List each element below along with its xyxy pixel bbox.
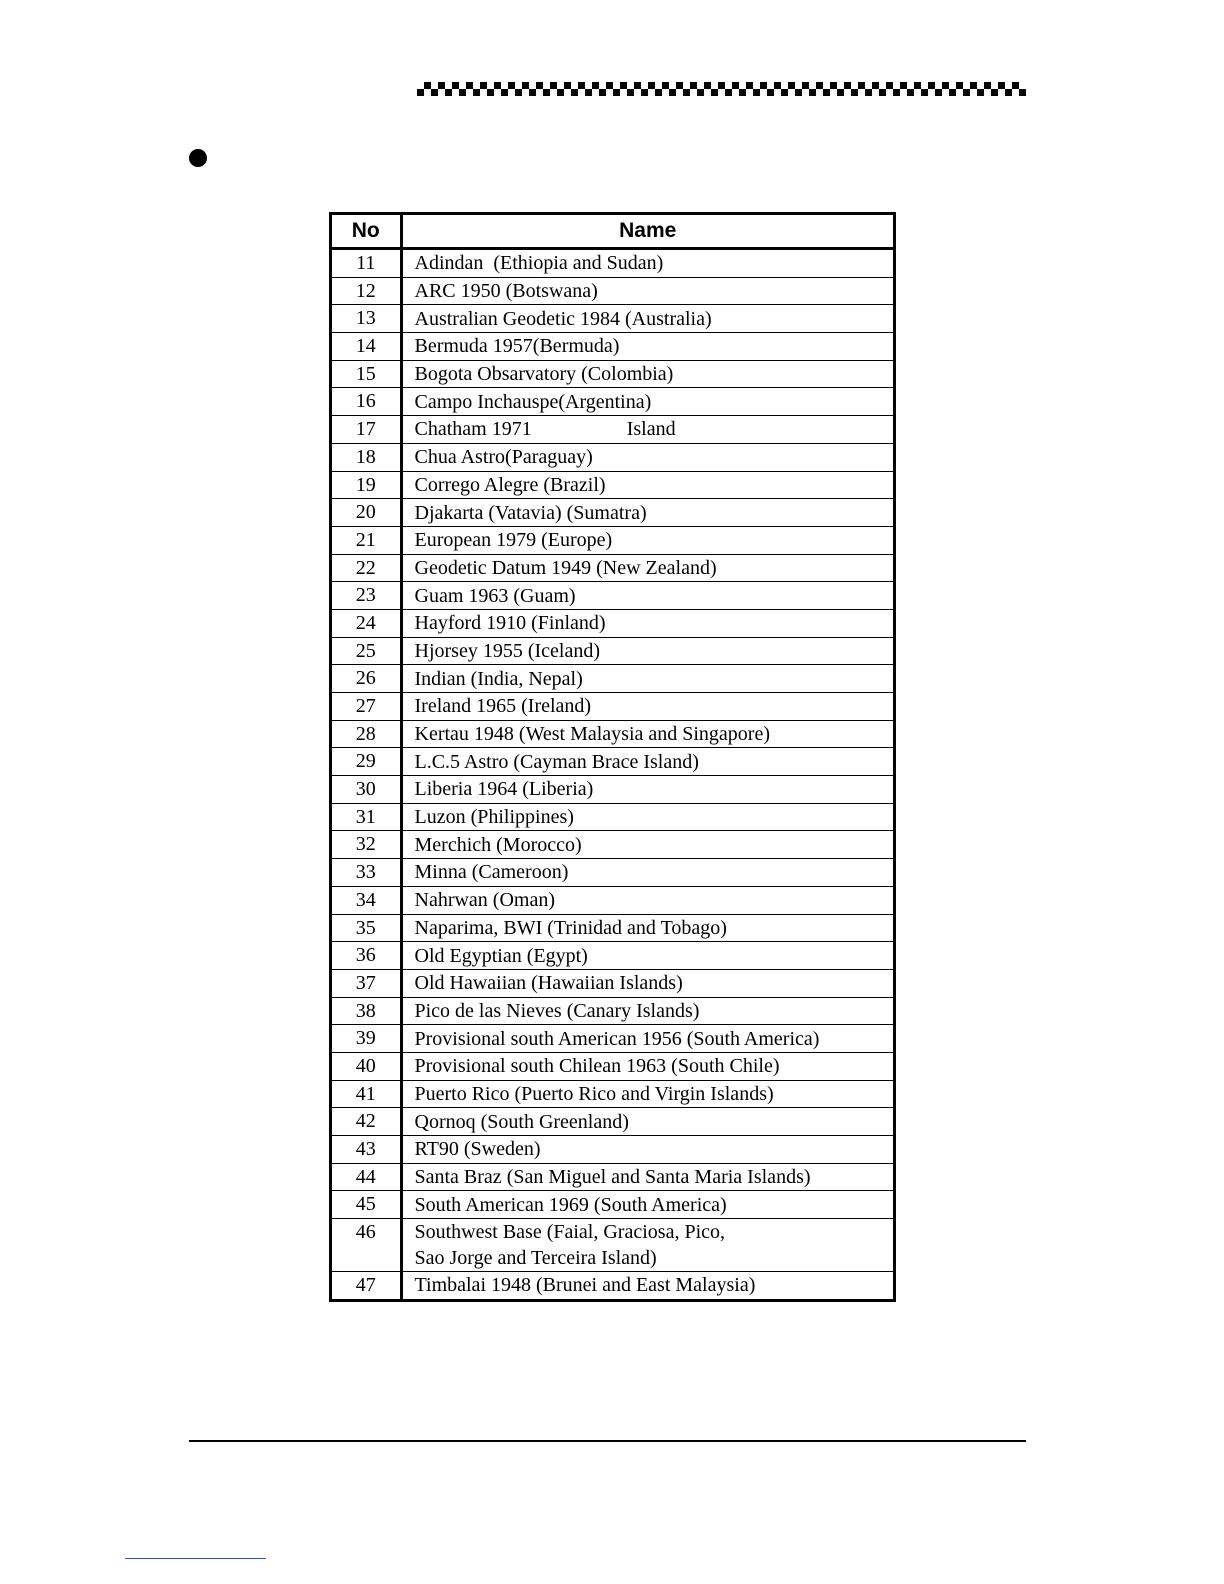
row-number: 18 bbox=[332, 443, 401, 471]
table-row bbox=[332, 471, 893, 499]
datum-name: Bogota Obsarvatory (Colombia) bbox=[401, 360, 893, 388]
row-number: 37 bbox=[332, 969, 401, 997]
datum-name: South American 1969 (South America) bbox=[401, 1191, 893, 1219]
table-row bbox=[332, 1136, 893, 1164]
row-number: 45 bbox=[332, 1191, 401, 1219]
row-number: 24 bbox=[332, 609, 401, 637]
datum-name: RT90 (Sweden) bbox=[401, 1136, 893, 1164]
datum-name: Chua Astro(Paraguay) bbox=[401, 443, 893, 471]
table-row bbox=[332, 720, 893, 748]
row-number: 26 bbox=[332, 665, 401, 693]
checkered-header-band bbox=[417, 82, 1026, 96]
row-number: 13 bbox=[332, 305, 401, 333]
datum-name: Provisional south American 1956 (South America) bbox=[401, 1025, 893, 1053]
table-row bbox=[332, 333, 893, 361]
geodetic-datum-table bbox=[329, 212, 896, 1302]
datum-name: Australian Geodetic 1984 (Australia) bbox=[401, 305, 893, 333]
row-number: 16 bbox=[332, 388, 401, 416]
datum-name: Naparima, BWI (Trinidad and Tobago) bbox=[401, 914, 893, 942]
table-row bbox=[332, 803, 893, 831]
table-row bbox=[332, 554, 893, 582]
table-row bbox=[332, 360, 893, 388]
table-row bbox=[332, 582, 893, 610]
datum-name: Pico de las Nieves (Canary Islands) bbox=[401, 997, 893, 1025]
datum-name: Adindan (Ethiopia and Sudan) bbox=[401, 249, 893, 278]
row-number: 12 bbox=[332, 277, 401, 305]
datum-name: Provisional south Chilean 1963 (South Chile) bbox=[401, 1052, 893, 1080]
datum-name: Djakarta (Vatavia) (Sumatra) bbox=[401, 499, 893, 527]
datum-name: Old Egyptian (Egypt) bbox=[401, 942, 893, 970]
datum-name: Puerto Rico (Puerto Rico and Virgin Islands) bbox=[401, 1080, 893, 1108]
datum-name: Hayford 1910 (Finland) bbox=[401, 609, 893, 637]
row-number: 25 bbox=[332, 637, 401, 665]
datum-name: Indian (India, Nepal) bbox=[401, 665, 893, 693]
row-number: 29 bbox=[332, 748, 401, 776]
row-number: 23 bbox=[332, 582, 401, 610]
table-row bbox=[332, 526, 893, 554]
row-number: 46 bbox=[332, 1219, 401, 1272]
table-row bbox=[332, 831, 893, 859]
table-row bbox=[332, 942, 893, 970]
datum-name: Kertau 1948 (West Malaysia and Singapore) bbox=[401, 720, 893, 748]
table-header-row bbox=[332, 215, 893, 249]
row-number: 34 bbox=[332, 886, 401, 914]
row-number: 11 bbox=[332, 249, 401, 278]
datum-name: Ireland 1965 (Ireland) bbox=[401, 693, 893, 721]
row-number: 38 bbox=[332, 997, 401, 1025]
table-row bbox=[332, 1108, 893, 1136]
row-number: 39 bbox=[332, 1025, 401, 1053]
row-number: 15 bbox=[332, 360, 401, 388]
table-row bbox=[332, 1272, 893, 1299]
datum-name: Bermuda 1957(Bermuda) bbox=[401, 333, 893, 361]
row-number: 28 bbox=[332, 720, 401, 748]
datum-name: ARC 1950 (Botswana) bbox=[401, 277, 893, 305]
row-number: 41 bbox=[332, 1080, 401, 1108]
row-number: 36 bbox=[332, 942, 401, 970]
datum-name: Campo Inchauspe(Argentina) bbox=[401, 388, 893, 416]
table-row bbox=[332, 665, 893, 693]
row-number: 44 bbox=[332, 1163, 401, 1191]
datum-name: Liberia 1964 (Liberia) bbox=[401, 776, 893, 804]
table-row bbox=[332, 1025, 893, 1053]
datum-name: Chatham 1971 Island bbox=[401, 416, 893, 444]
table-row bbox=[332, 388, 893, 416]
table-row bbox=[332, 886, 893, 914]
table-row bbox=[332, 499, 893, 527]
datum-name: Corrego Alegre (Brazil) bbox=[401, 471, 893, 499]
table-row bbox=[332, 693, 893, 721]
row-number: 21 bbox=[332, 526, 401, 554]
table-row bbox=[332, 969, 893, 997]
row-number: 40 bbox=[332, 1052, 401, 1080]
row-number: 22 bbox=[332, 554, 401, 582]
table-row bbox=[332, 637, 893, 665]
row-number: 42 bbox=[332, 1108, 401, 1136]
table-row bbox=[332, 914, 893, 942]
table-row bbox=[332, 609, 893, 637]
datum-name: Timbalai 1948 (Brunei and East Malaysia) bbox=[414, 1274, 756, 1297]
table-row bbox=[332, 443, 893, 471]
row-number: 32 bbox=[332, 831, 401, 859]
row-number: 31 bbox=[332, 803, 401, 831]
row-number: 14 bbox=[332, 333, 401, 361]
table-row bbox=[332, 416, 893, 444]
row-number: 17 bbox=[332, 416, 401, 444]
footer-link-underline[interactable] bbox=[125, 1558, 266, 1559]
row-number: 33 bbox=[332, 859, 401, 887]
datum-name: Guam 1963 (Guam) bbox=[401, 582, 893, 610]
datum-name: Qornoq (South Greenland) bbox=[401, 1108, 893, 1136]
datum-name: L.C.5 Astro (Cayman Brace Island) bbox=[401, 748, 893, 776]
column-header-name: Name bbox=[401, 215, 893, 249]
row-number: 20 bbox=[332, 499, 401, 527]
bullet-point bbox=[189, 149, 207, 167]
datum-name: European 1979 (Europe) bbox=[401, 526, 893, 554]
table-row bbox=[332, 249, 893, 278]
table-row bbox=[332, 748, 893, 776]
row-number: 35 bbox=[332, 914, 401, 942]
table-row bbox=[332, 1080, 893, 1108]
datum-name: Luzon (Philippines) bbox=[401, 803, 893, 831]
table-row bbox=[332, 1052, 893, 1080]
datum-name: Merchich (Morocco) bbox=[401, 831, 893, 859]
table-row bbox=[332, 1191, 893, 1219]
datum-name: Minna (Cameroon) bbox=[401, 859, 893, 887]
datum-name: Santa Braz (San Miguel and Santa Maria Islands) bbox=[401, 1163, 893, 1191]
row-number: 30 bbox=[332, 776, 401, 804]
table-row bbox=[332, 859, 893, 887]
row-number: 47 bbox=[332, 1272, 401, 1299]
row-number: 19 bbox=[332, 471, 401, 499]
table-row bbox=[332, 277, 893, 305]
datum-name: Nahrwan (Oman) bbox=[401, 886, 893, 914]
row-number: 43 bbox=[332, 1136, 401, 1164]
table-row bbox=[332, 305, 893, 333]
datum-name: Geodetic Datum 1949 (New Zealand) bbox=[401, 554, 893, 582]
table-row bbox=[332, 776, 893, 804]
row-number: 27 bbox=[332, 693, 401, 721]
footer-rule bbox=[189, 1440, 1026, 1442]
table-row bbox=[332, 997, 893, 1025]
datum-name: Old Hawaiian (Hawaiian Islands) bbox=[401, 969, 893, 997]
table-row bbox=[332, 1219, 893, 1272]
datum-name: Southwest Base (Faial, Graciosa, Pico, Sao Jorge and Terceira Island) bbox=[401, 1219, 893, 1272]
table-row bbox=[332, 1163, 893, 1191]
column-header-no: No bbox=[332, 215, 401, 249]
datum-name: Hjorsey 1955 (Iceland) bbox=[401, 637, 893, 665]
